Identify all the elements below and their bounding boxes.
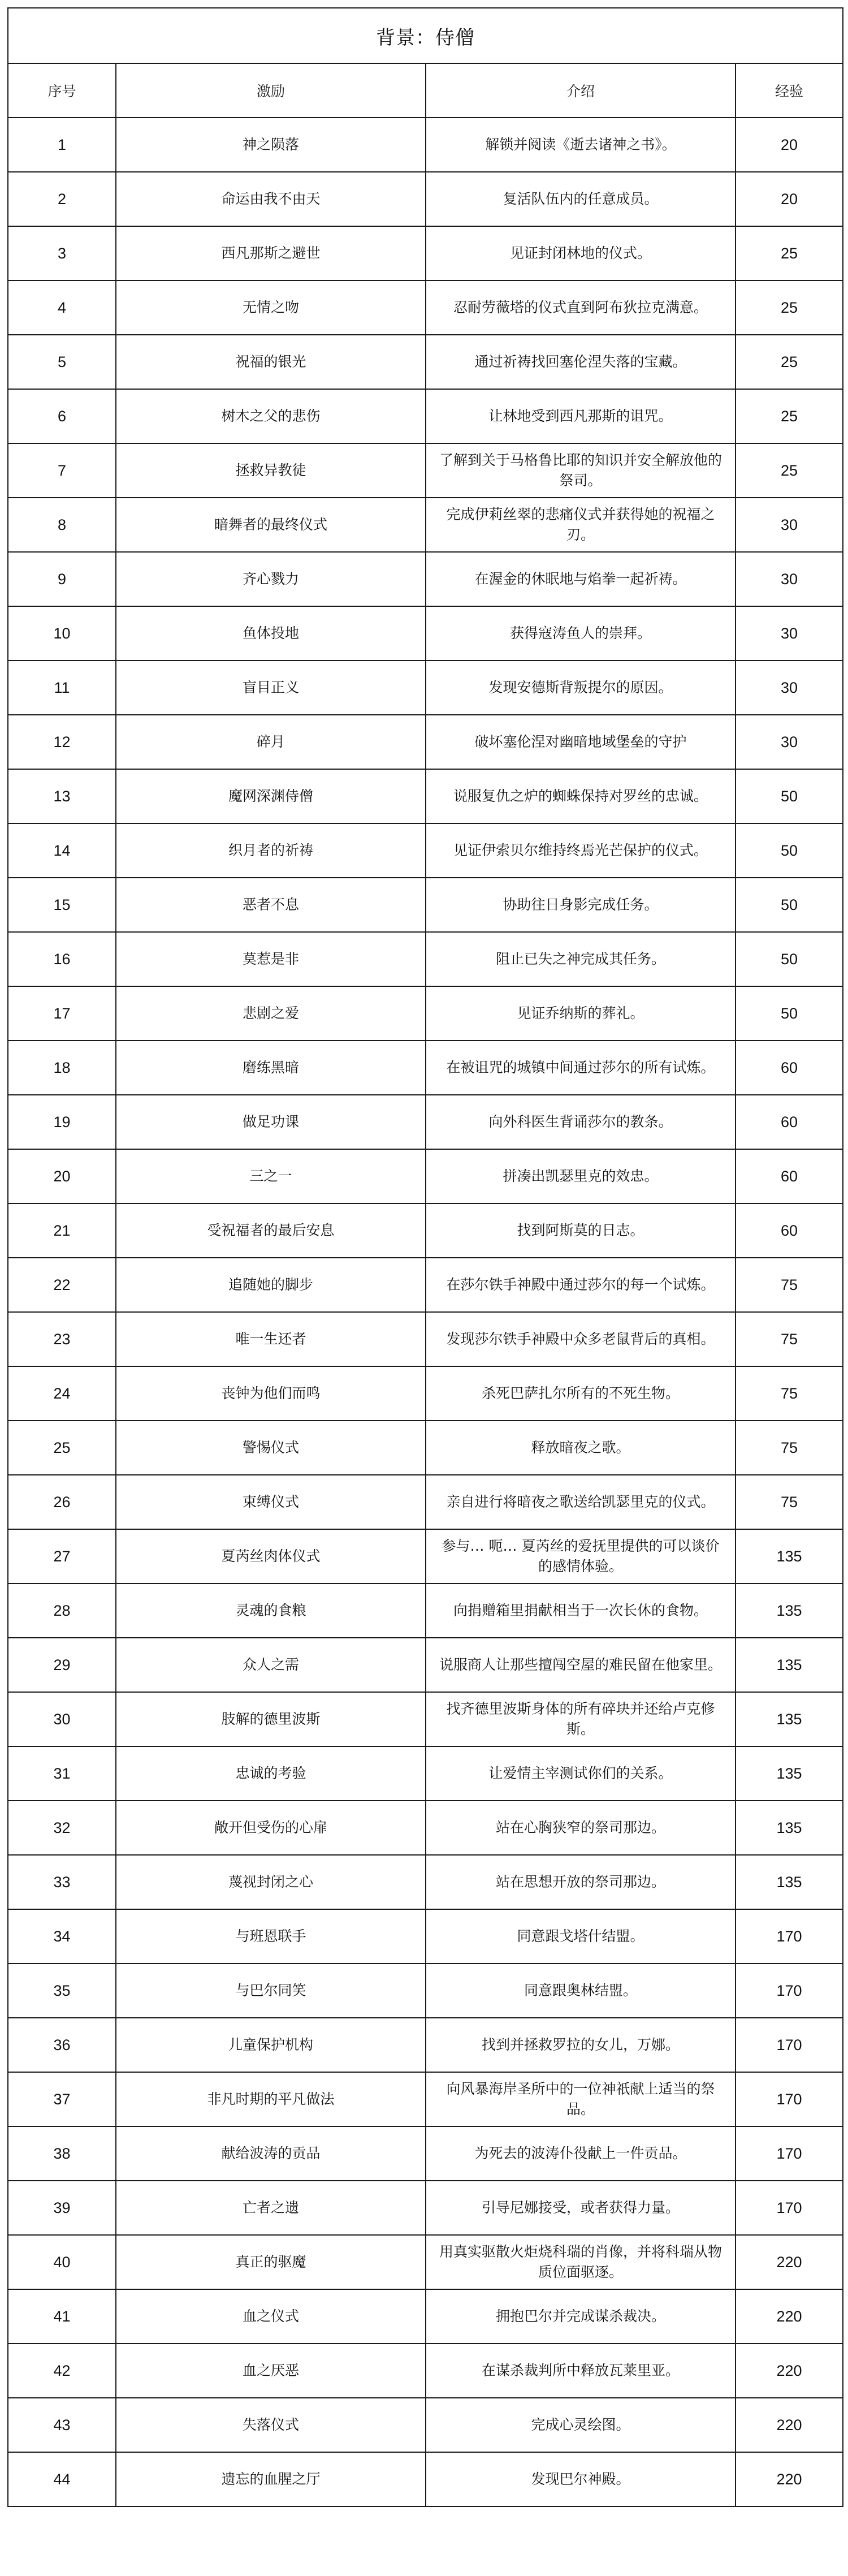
experience-value: 60 bbox=[735, 1095, 843, 1149]
table-row bbox=[8, 1149, 843, 1203]
row-number: 5 bbox=[8, 335, 116, 389]
row-number: 27 bbox=[8, 1529, 116, 1583]
inspiration-description: 引导尼娜接受，或者获得力量。 bbox=[426, 2181, 735, 2235]
experience-value: 135 bbox=[735, 1638, 843, 1692]
inspiration-description: 同意跟戈塔什结盟。 bbox=[426, 1909, 735, 1964]
row-number: 18 bbox=[8, 1041, 116, 1095]
inspiration-name: 遗忘的血腥之厅 bbox=[116, 2452, 426, 2506]
column-header-experience: 经验 bbox=[735, 63, 843, 118]
inspiration-description: 完成伊莉丝翠的悲痛仪式并获得她的祝福之刃。 bbox=[426, 498, 735, 552]
experience-value: 170 bbox=[735, 2126, 843, 2181]
experience-value: 30 bbox=[735, 661, 843, 715]
inspiration-name: 非凡时期的平凡做法 bbox=[116, 2072, 426, 2126]
table-row bbox=[8, 606, 843, 661]
table-row bbox=[8, 389, 843, 443]
table-row bbox=[8, 661, 843, 715]
inspiration-name: 追随她的脚步 bbox=[116, 1258, 426, 1312]
inspiration-name: 献给波涛的贡品 bbox=[116, 2126, 426, 2181]
experience-value: 25 bbox=[735, 335, 843, 389]
experience-value: 170 bbox=[735, 2181, 843, 2235]
inspiration-name: 祝福的银光 bbox=[116, 335, 426, 389]
inspiration-description: 阻止已失之神完成其任务。 bbox=[426, 932, 735, 986]
row-number: 29 bbox=[8, 1638, 116, 1692]
row-number: 6 bbox=[8, 389, 116, 443]
row-number: 40 bbox=[8, 2235, 116, 2289]
row-number: 38 bbox=[8, 2126, 116, 2181]
row-number: 1 bbox=[8, 118, 116, 172]
inspiration-description: 亲自进行将暗夜之歌送给凯瑟里克的仪式。 bbox=[426, 1475, 735, 1529]
experience-value: 170 bbox=[735, 1964, 843, 2018]
table-body bbox=[8, 118, 843, 2506]
inspiration-name: 做足功课 bbox=[116, 1095, 426, 1149]
inspiration-description: 找到阿斯莫的日志。 bbox=[426, 1203, 735, 1258]
inspiration-name: 丧钟为他们而鸣 bbox=[116, 1366, 426, 1421]
inspiration-description: 站在心胸狭窄的祭司那边。 bbox=[426, 1801, 735, 1855]
table-row bbox=[8, 1746, 843, 1801]
inspiration-name: 盲目正义 bbox=[116, 661, 426, 715]
inspiration-description: 破坏塞伦涅对幽暗地域堡垒的守护 bbox=[426, 715, 735, 769]
inspiration-name: 血之仪式 bbox=[116, 2289, 426, 2344]
row-number: 4 bbox=[8, 281, 116, 335]
row-number: 17 bbox=[8, 986, 116, 1041]
inspiration-description: 见证伊索贝尔维持终焉光芒保护的仪式。 bbox=[426, 823, 735, 878]
table-row bbox=[8, 172, 843, 226]
inspiration-name: 亡者之遗 bbox=[116, 2181, 426, 2235]
table-row bbox=[8, 335, 843, 389]
row-number: 36 bbox=[8, 2018, 116, 2072]
row-number: 16 bbox=[8, 932, 116, 986]
inspiration-name: 失落仪式 bbox=[116, 2398, 426, 2452]
experience-value: 170 bbox=[735, 2072, 843, 2126]
inspiration-name: 血之厌恶 bbox=[116, 2344, 426, 2398]
table-row bbox=[8, 986, 843, 1041]
inspiration-name: 西凡那斯之避世 bbox=[116, 226, 426, 281]
column-header-inspiration: 激励 bbox=[116, 63, 426, 118]
row-number: 22 bbox=[8, 1258, 116, 1312]
table-row bbox=[8, 2398, 843, 2452]
inspiration-description: 向捐赠箱里捐献相当于一次长休的食物。 bbox=[426, 1583, 735, 1638]
inspiration-name: 无情之吻 bbox=[116, 281, 426, 335]
inspiration-name: 命运由我不由天 bbox=[116, 172, 426, 226]
inspiration-description: 站在思想开放的祭司那边。 bbox=[426, 1855, 735, 1909]
inspiration-table bbox=[7, 7, 843, 2507]
inspiration-description: 完成心灵绘图。 bbox=[426, 2398, 735, 2452]
inspiration-description: 拼凑出凯瑟里克的效忠。 bbox=[426, 1149, 735, 1203]
inspiration-name: 灵魂的食粮 bbox=[116, 1583, 426, 1638]
table-row bbox=[8, 226, 843, 281]
inspiration-description: 说服商人让那些擅闯空屋的难民留在他家里。 bbox=[426, 1638, 735, 1692]
inspiration-description: 协助往日身影完成任务。 bbox=[426, 878, 735, 932]
inspiration-description: 在渥金的休眠地与焰拳一起祈祷。 bbox=[426, 552, 735, 606]
table-row bbox=[8, 2235, 843, 2289]
table-row bbox=[8, 1638, 843, 1692]
table-row bbox=[8, 443, 843, 498]
table-title: 背景：侍僧 bbox=[8, 8, 843, 63]
row-number: 8 bbox=[8, 498, 116, 552]
table-row bbox=[8, 878, 843, 932]
inspiration-name: 与巴尔同笑 bbox=[116, 1964, 426, 2018]
experience-value: 30 bbox=[735, 552, 843, 606]
inspiration-name: 儿童保护机构 bbox=[116, 2018, 426, 2072]
inspiration-name: 悲剧之爱 bbox=[116, 986, 426, 1041]
column-header-description: 介绍 bbox=[426, 63, 735, 118]
table-row bbox=[8, 1909, 843, 1964]
inspiration-description: 见证乔纳斯的葬礼。 bbox=[426, 986, 735, 1041]
inspiration-name: 肢解的德里波斯 bbox=[116, 1692, 426, 1746]
experience-value: 135 bbox=[735, 1801, 843, 1855]
experience-value: 135 bbox=[735, 1746, 843, 1801]
table-row bbox=[8, 1258, 843, 1312]
inspiration-description: 释放暗夜之歌。 bbox=[426, 1421, 735, 1475]
table-row bbox=[8, 2018, 843, 2072]
row-number: 26 bbox=[8, 1475, 116, 1529]
inspiration-name: 三之一 bbox=[116, 1149, 426, 1203]
row-number: 32 bbox=[8, 1801, 116, 1855]
inspiration-name: 树木之父的悲伤 bbox=[116, 389, 426, 443]
experience-value: 50 bbox=[735, 769, 843, 823]
row-number: 31 bbox=[8, 1746, 116, 1801]
experience-value: 50 bbox=[735, 823, 843, 878]
experience-value: 135 bbox=[735, 1529, 843, 1583]
inspiration-description: 让爱情主宰测试你们的关系。 bbox=[426, 1746, 735, 1801]
experience-value: 30 bbox=[735, 606, 843, 661]
inspiration-name: 束缚仪式 bbox=[116, 1475, 426, 1529]
inspiration-description: 用真实驱散火炬烧科瑞的肖像，并将科瑞从物质位面驱逐。 bbox=[426, 2235, 735, 2289]
row-number: 14 bbox=[8, 823, 116, 878]
experience-value: 170 bbox=[735, 1909, 843, 1964]
table-row bbox=[8, 2452, 843, 2506]
row-number: 42 bbox=[8, 2344, 116, 2398]
table-row bbox=[8, 2344, 843, 2398]
inspiration-description: 在谋杀裁判所中释放瓦莱里亚。 bbox=[426, 2344, 735, 2398]
row-number: 3 bbox=[8, 226, 116, 281]
inspiration-name: 蔑视封闭之心 bbox=[116, 1855, 426, 1909]
table-row bbox=[8, 715, 843, 769]
experience-value: 20 bbox=[735, 172, 843, 226]
inspiration-name: 织月者的祈祷 bbox=[116, 823, 426, 878]
table-row bbox=[8, 1475, 843, 1529]
inspiration-name: 神之陨落 bbox=[116, 118, 426, 172]
experience-value: 75 bbox=[735, 1312, 843, 1366]
experience-value: 75 bbox=[735, 1258, 843, 1312]
inspiration-description: 发现安德斯背叛提尔的原因。 bbox=[426, 661, 735, 715]
inspiration-description: 见证封闭林地的仪式。 bbox=[426, 226, 735, 281]
inspiration-description: 忍耐劳薇塔的仪式直到阿布狄拉克满意。 bbox=[426, 281, 735, 335]
row-number: 34 bbox=[8, 1909, 116, 1964]
table-row bbox=[8, 1095, 843, 1149]
experience-value: 25 bbox=[735, 226, 843, 281]
table-row bbox=[8, 1366, 843, 1421]
inspiration-description: 拥抱巴尔并完成谋杀裁决。 bbox=[426, 2289, 735, 2344]
experience-value: 25 bbox=[735, 389, 843, 443]
row-number: 7 bbox=[8, 443, 116, 498]
inspiration-description: 向风暴海岸圣所中的一位神祇献上适当的祭品。 bbox=[426, 2072, 735, 2126]
inspiration-description: 让林地受到西凡那斯的诅咒。 bbox=[426, 389, 735, 443]
inspiration-description: 在被诅咒的城镇中间通过莎尔的所有试炼。 bbox=[426, 1041, 735, 1095]
table-row bbox=[8, 1964, 843, 2018]
row-number: 28 bbox=[8, 1583, 116, 1638]
experience-value: 50 bbox=[735, 986, 843, 1041]
experience-value: 135 bbox=[735, 1855, 843, 1909]
row-number: 15 bbox=[8, 878, 116, 932]
row-number: 10 bbox=[8, 606, 116, 661]
table-row bbox=[8, 932, 843, 986]
inspiration-name: 魔网深渊侍僧 bbox=[116, 769, 426, 823]
table-row bbox=[8, 1203, 843, 1258]
row-number: 25 bbox=[8, 1421, 116, 1475]
inspiration-description: 向外科医生背诵莎尔的教条。 bbox=[426, 1095, 735, 1149]
inspiration-description: 说服复仇之炉的蜘蛛保持对罗丝的忠诚。 bbox=[426, 769, 735, 823]
table-row bbox=[8, 281, 843, 335]
row-number: 44 bbox=[8, 2452, 116, 2506]
experience-value: 60 bbox=[735, 1149, 843, 1203]
inspiration-name: 众人之需 bbox=[116, 1638, 426, 1692]
experience-value: 220 bbox=[735, 2235, 843, 2289]
inspiration-description: 为死去的波涛仆役献上一件贡品。 bbox=[426, 2126, 735, 2181]
experience-value: 25 bbox=[735, 443, 843, 498]
experience-value: 220 bbox=[735, 2344, 843, 2398]
row-number: 21 bbox=[8, 1203, 116, 1258]
table-row bbox=[8, 1855, 843, 1909]
inspiration-name: 敞开但受伤的心扉 bbox=[116, 1801, 426, 1855]
inspiration-description: 找齐德里波斯身体的所有碎块并还给卢克修斯。 bbox=[426, 1692, 735, 1746]
inspiration-description: 获得寇涛鱼人的崇拜。 bbox=[426, 606, 735, 661]
experience-value: 135 bbox=[735, 1583, 843, 1638]
inspiration-description: 参与… 呃… 夏芮丝的爱抚里提供的可以谈价的感情体验。 bbox=[426, 1529, 735, 1583]
inspiration-description: 发现巴尔神殿。 bbox=[426, 2452, 735, 2506]
row-number: 13 bbox=[8, 769, 116, 823]
experience-value: 75 bbox=[735, 1366, 843, 1421]
inspiration-description: 了解到关于马格鲁比耶的知识并安全解放他的祭司。 bbox=[426, 443, 735, 498]
row-number: 20 bbox=[8, 1149, 116, 1203]
experience-value: 25 bbox=[735, 281, 843, 335]
row-number: 2 bbox=[8, 172, 116, 226]
table-row bbox=[8, 498, 843, 552]
experience-value: 60 bbox=[735, 1203, 843, 1258]
table-row bbox=[8, 118, 843, 172]
inspiration-description: 发现莎尔铁手神殿中众多老鼠背后的真相。 bbox=[426, 1312, 735, 1366]
table-row bbox=[8, 1312, 843, 1366]
row-number: 33 bbox=[8, 1855, 116, 1909]
table-row bbox=[8, 1041, 843, 1095]
table-row bbox=[8, 1692, 843, 1746]
row-number: 24 bbox=[8, 1366, 116, 1421]
inspiration-name: 鱼体投地 bbox=[116, 606, 426, 661]
experience-value: 220 bbox=[735, 2452, 843, 2506]
inspiration-name: 与班恩联手 bbox=[116, 1909, 426, 1964]
table-row bbox=[8, 1421, 843, 1475]
inspiration-description: 同意跟奥林结盟。 bbox=[426, 1964, 735, 2018]
inspiration-name: 齐心戮力 bbox=[116, 552, 426, 606]
inspiration-name: 碎月 bbox=[116, 715, 426, 769]
experience-value: 75 bbox=[735, 1475, 843, 1529]
experience-value: 50 bbox=[735, 932, 843, 986]
inspiration-name: 拯救异教徒 bbox=[116, 443, 426, 498]
inspiration-name: 莫惹是非 bbox=[116, 932, 426, 986]
row-number: 37 bbox=[8, 2072, 116, 2126]
row-number: 23 bbox=[8, 1312, 116, 1366]
row-number: 30 bbox=[8, 1692, 116, 1746]
inspiration-name: 暗舞者的最终仪式 bbox=[116, 498, 426, 552]
experience-value: 20 bbox=[735, 118, 843, 172]
table-row bbox=[8, 2181, 843, 2235]
row-number: 41 bbox=[8, 2289, 116, 2344]
experience-value: 60 bbox=[735, 1041, 843, 1095]
inspiration-name: 夏芮丝肉体仪式 bbox=[116, 1529, 426, 1583]
experience-value: 220 bbox=[735, 2289, 843, 2344]
experience-value: 220 bbox=[735, 2398, 843, 2452]
experience-value: 50 bbox=[735, 878, 843, 932]
row-number: 11 bbox=[8, 661, 116, 715]
row-number: 35 bbox=[8, 1964, 116, 2018]
row-number: 9 bbox=[8, 552, 116, 606]
column-header-number: 序号 bbox=[8, 63, 116, 118]
experience-value: 30 bbox=[735, 498, 843, 552]
inspiration-description: 解锁并阅读《逝去诸神之书》。 bbox=[426, 118, 735, 172]
inspiration-name: 忠诚的考验 bbox=[116, 1746, 426, 1801]
row-number: 43 bbox=[8, 2398, 116, 2452]
experience-value: 135 bbox=[735, 1692, 843, 1746]
table-row bbox=[8, 2289, 843, 2344]
inspiration-description: 通过祈祷找回塞伦涅失落的宝藏。 bbox=[426, 335, 735, 389]
inspiration-description: 杀死巴萨扎尔所有的不死生物。 bbox=[426, 1366, 735, 1421]
table-row bbox=[8, 2072, 843, 2126]
row-number: 39 bbox=[8, 2181, 116, 2235]
inspiration-description: 在莎尔铁手神殿中通过莎尔的每一个试炼。 bbox=[426, 1258, 735, 1312]
inspiration-name: 磨练黑暗 bbox=[116, 1041, 426, 1095]
row-number: 19 bbox=[8, 1095, 116, 1149]
inspiration-name: 真正的驱魔 bbox=[116, 2235, 426, 2289]
inspiration-name: 恶者不息 bbox=[116, 878, 426, 932]
table-row bbox=[8, 1801, 843, 1855]
inspiration-sheet bbox=[7, 7, 842, 2507]
inspiration-name: 受祝福者的最后安息 bbox=[116, 1203, 426, 1258]
inspiration-description: 复活队伍内的任意成员。 bbox=[426, 172, 735, 226]
table-row bbox=[8, 2126, 843, 2181]
experience-value: 170 bbox=[735, 2018, 843, 2072]
experience-value: 75 bbox=[735, 1421, 843, 1475]
table-row bbox=[8, 552, 843, 606]
inspiration-name: 警惕仪式 bbox=[116, 1421, 426, 1475]
inspiration-description: 找到并拯救罗拉的女儿，万娜。 bbox=[426, 2018, 735, 2072]
table-row bbox=[8, 1529, 843, 1583]
row-number: 12 bbox=[8, 715, 116, 769]
table-row bbox=[8, 823, 843, 878]
table-row bbox=[8, 1583, 843, 1638]
table-row bbox=[8, 769, 843, 823]
experience-value: 30 bbox=[735, 715, 843, 769]
inspiration-name: 唯一生还者 bbox=[116, 1312, 426, 1366]
